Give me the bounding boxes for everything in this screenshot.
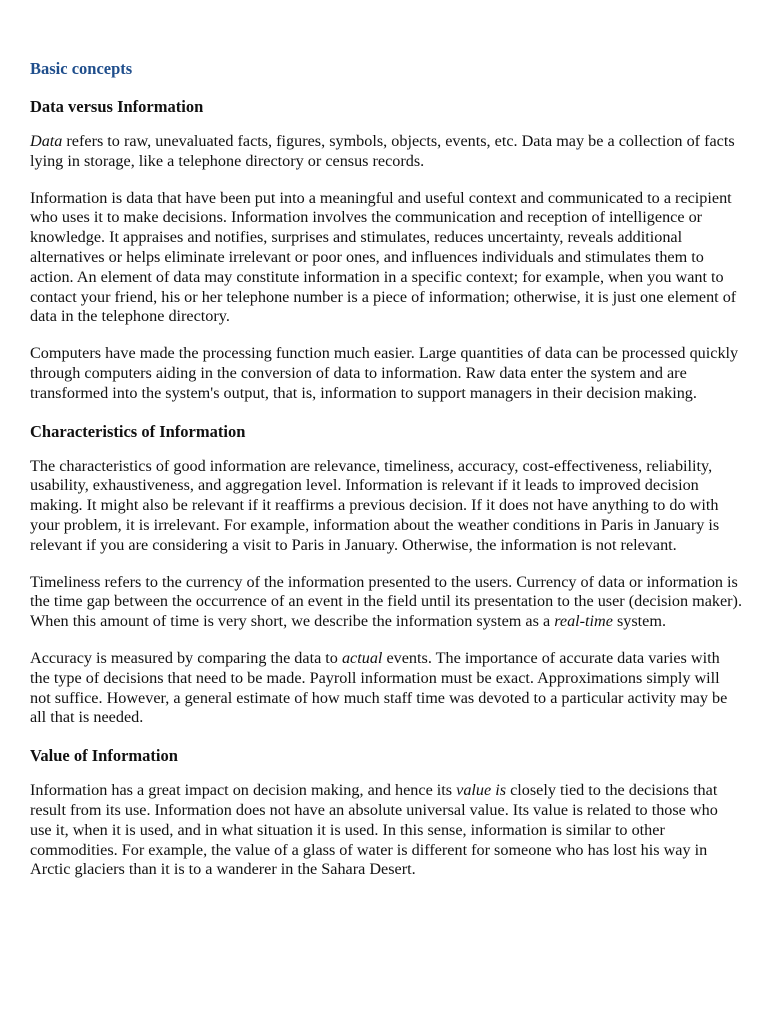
paragraph-computers: Computers have made the processing function much easier. Large quantities of data can be processed quickly through computers aiding in the conversion of data to information. Raw data enter the system and are transformed into the system's output, that is, information to support managers in their decision making. xyxy=(30,344,739,402)
heading-data-versus-information: Data versus Information xyxy=(30,97,204,116)
emphasis-actual: actual xyxy=(341,648,383,667)
document-page xyxy=(30,58,742,897)
paragraph-text: events. The importance of accurate data varies with the type of decisions that need to be made. Payroll information must be exact. Approximations simply will not suffice. However, a general estimate of how much staff time was devoted to a particular activity may be all that is needed. xyxy=(30,648,728,727)
paragraph-text: Timeliness refers to the currency of the information presented to the users. Currency of data or information is the time gap between the occurrence of an event in the field until its presentation to the user (decision maker). When this amount of time is very short, we describe the information system as a xyxy=(30,572,742,631)
heading-characteristics-of-information: Characteristics of Information xyxy=(30,421,246,441)
paragraph-information-definition: Information is data that have been put into a meaningful and useful context and communicated to a recipient who uses it to make decisions. Information involves the communication and reception of intelligence or knowledge. It appraises and notifies, surprises and stimulates, reduces uncertainty, reveals additional alternatives or helps eliminate irrelevant or poor ones, and influences individuals and stimulates them to action. An element of data may constitute information in a specific context; for example, when you want to contact your friend, his or her telephone number is a piece of information; otherwise, it is just one element of data in the telephone directory. xyxy=(30,188,737,326)
paragraph-accuracy xyxy=(30,649,742,728)
paragraph-text: system. xyxy=(612,612,666,631)
paragraph-text: refers to raw, unevaluated facts, figures, symbols, objects, events, etc. Data may be a collection of facts lying in storage, like a telephone directory or census records. xyxy=(30,132,735,170)
paragraph-value xyxy=(30,781,742,880)
paragraph-text: Information has a great impact on decision making, and hence its xyxy=(30,781,457,800)
heading-value-of-information: Value of Information xyxy=(30,746,178,766)
emphasis-real-time: real-time xyxy=(554,612,613,631)
paragraph-data-definition xyxy=(30,132,742,172)
section-title: Basic concepts xyxy=(30,59,133,78)
paragraph-text: closely tied to the decisions that result from its use. Information does not have an absolute universal value. Its value is related to those who use it, when it is used, and in what situation it is used. In this sense, information is similar to other commodities. For example, the value of a glass of water is different for someone who has lost his way in Arctic glaciers than it is to a wanderer in the Sahara Desert. xyxy=(30,781,718,879)
paragraph-timeliness xyxy=(30,573,742,632)
paragraph-characteristics: The characteristics of good information are relevance, timeliness, accuracy, cost-effectiveness, reliability, usability, exhaustiveness, and aggregation level. Information is relevant if it leads to improved decision making. It might also be relevant if it reaffirms a previous decision. If it does not have anything to do with your problem, it is irrelevant. For example, information about the weather conditions in Paris in January is relevant if you are considering a visit to Paris in January. Otherwise, the information is not relevant. xyxy=(30,456,720,554)
emphasis-data: Data xyxy=(30,132,63,150)
paragraph-text: Accuracy is measured by comparing the data to xyxy=(30,648,342,667)
emphasis-value-is: value is xyxy=(456,781,507,800)
